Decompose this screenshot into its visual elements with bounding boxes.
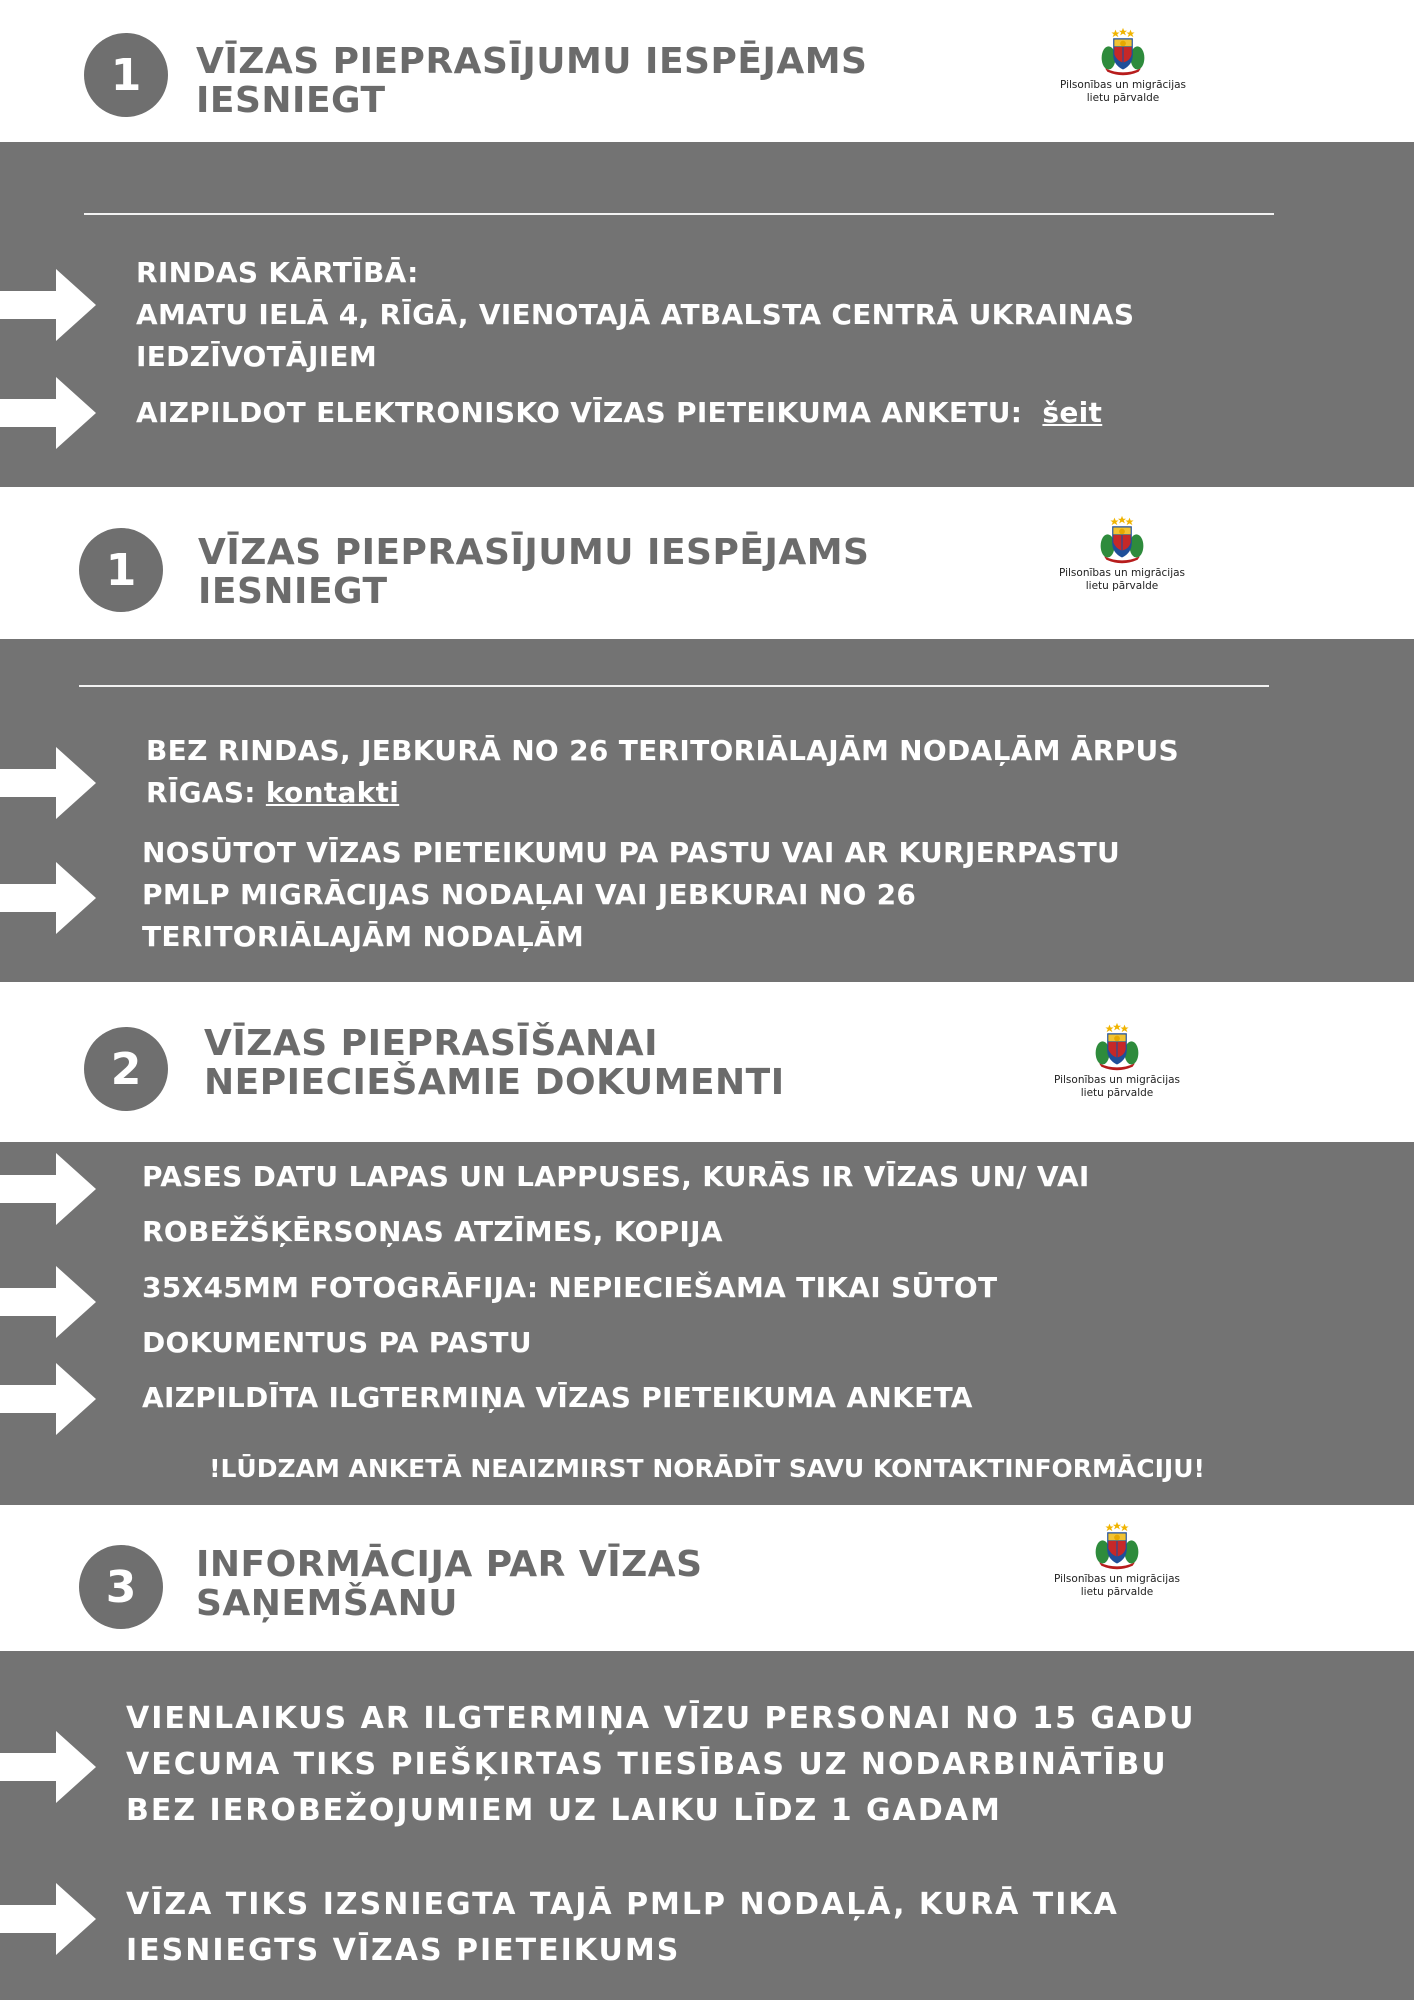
list-item [142, 1370, 973, 1425]
section-title-line2: IESNIEGT [196, 80, 386, 121]
section-title-line2: SAŅEMŠANU [196, 1583, 458, 1624]
section-1a-header [0, 0, 1414, 142]
link-seit[interactable]: šeit [1042, 396, 1103, 429]
pmlp-logo [1042, 1021, 1192, 1100]
list-item [142, 832, 1120, 958]
pmlp-logo [1042, 1520, 1192, 1599]
item-line: AIZPILDĪTA ILGTERMIŅA VĪZAS PIETEIKUMA ANKETA [142, 1381, 973, 1414]
arrow-right-icon [0, 747, 96, 819]
section-number-badge: 1 [79, 528, 163, 612]
section-title [196, 42, 867, 120]
section-number-badge: 2 [84, 1027, 168, 1111]
section-divider [84, 213, 1274, 215]
item-line: VĪZA TIKS IZSNIEGTA TAJĀ PMLP NODAĻĀ, KURĀ TIKA [126, 1887, 1119, 1922]
arrow-right-icon [0, 1266, 96, 1338]
section-title [196, 1545, 703, 1623]
arrow-right-icon [0, 377, 96, 449]
arrow-right-icon [0, 1153, 96, 1225]
arrow-right-icon [0, 269, 96, 341]
logo-caption: Pilsonības un migrācijas lietu pārvalde [1058, 567, 1186, 592]
arrow-right-icon [0, 1883, 96, 1955]
logo-caption: Pilsonības un migrācijas lietu pārvalde [1053, 1074, 1181, 1099]
item-line: VIENLAIKUS AR ILGTERMIŅA VĪZU PERSONAI NO 15 GADU [126, 1701, 1196, 1736]
item-line: PASES DATU LAPAS UN LAPPUSES, KURĀS IR VĪZAS UN/ VAI [142, 1160, 1090, 1193]
coat-of-arms-icon [1091, 1520, 1143, 1570]
list-item [142, 1260, 997, 1370]
item-line: RĪGAS: [146, 776, 256, 809]
section-title-line1: VĪZAS PIEPRASĪJUMU IESPĒJAMS [198, 532, 870, 573]
item-line: TERITORIĀLAJĀM NODAĻĀM [142, 920, 585, 953]
section-title-line2: IESNIEGT [198, 571, 388, 612]
section-3-body [0, 1651, 1414, 2000]
list-item [146, 730, 1179, 814]
item-line: IESNIEGTS VĪZAS PIETEIKUMS [126, 1933, 681, 1968]
section-title-line2: NEPIECIEŠAMIE DOKUMENTI [204, 1062, 785, 1103]
coat-of-arms-icon [1091, 1021, 1143, 1071]
logo-caption: Pilsonības un migrācijas lietu pārvalde [1059, 79, 1187, 104]
list-item [136, 392, 1102, 434]
item-line: AMATU IELĀ 4, RĪGĀ, VIENOTAJĀ ATBALSTA CENTRĀ UKRAINAS [136, 298, 1135, 331]
contact-reminder-note: !LŪDZAM ANKETĀ NEAIZMIRST NORĀDĪT SAVU KONTAKTINFORMĀCIJU! [209, 1454, 1205, 1483]
section-1b-header [0, 487, 1414, 639]
section-2-header [0, 982, 1414, 1142]
link-kontakti[interactable]: kontakti [265, 776, 400, 809]
section-number-badge: 3 [79, 1545, 163, 1629]
pmlp-logo [1048, 26, 1198, 105]
section-3-header [0, 1505, 1414, 1651]
item-line: AIZPILDOT ELEKTRONISKO VĪZAS PIETEIKUMA ANKETU: [136, 396, 1023, 429]
item-line: BEZ IEROBEŽOJUMIEM UZ LAIKU LĪDZ 1 GADAM [126, 1793, 1002, 1828]
section-title-line1: INFORMĀCIJA PAR VĪZAS [196, 1544, 703, 1585]
item-line: DOKUMENTUS PA PASTU [142, 1326, 532, 1359]
logo-caption: Pilsonības un migrācijas lietu pārvalde [1053, 1573, 1181, 1598]
section-1a-body [0, 142, 1414, 487]
section-title [204, 1024, 785, 1102]
item-line: VECUMA TIKS PIEŠĶIRTAS TIESĪBAS UZ NODARBINĀTĪBU [126, 1747, 1168, 1782]
list-item [126, 1882, 1119, 1974]
section-title-line1: VĪZAS PIEPRASĪJUMU IESPĒJAMS [196, 41, 868, 82]
section-title [198, 533, 869, 611]
coat-of-arms-icon [1096, 514, 1148, 564]
section-1b-body [0, 639, 1414, 982]
coat-of-arms-icon [1097, 26, 1149, 76]
arrow-right-icon [0, 1363, 96, 1435]
section-title-line1: VĪZAS PIEPRASĪŠANAI [204, 1023, 659, 1064]
arrow-right-icon [0, 862, 96, 934]
list-item [126, 1696, 1196, 1834]
section-2-body [0, 1142, 1414, 1505]
item-line: 35X45MM FOTOGRĀFIJA: NEPIECIEŠAMA TIKAI SŪTOT [142, 1271, 998, 1304]
item-line: IEDZĪVOTĀJIEM [136, 340, 377, 373]
item-line: ROBEŽŠĶĒRSOŅAS ATZĪMES, KOPIJA [142, 1215, 723, 1248]
list-item [142, 1149, 1090, 1259]
section-divider [79, 685, 1269, 687]
list-item [136, 252, 1134, 378]
arrow-right-icon [0, 1731, 96, 1803]
item-line: RINDAS KĀRTĪBĀ: [136, 256, 419, 289]
section-number-badge: 1 [84, 33, 168, 117]
item-line: PMLP MIGRĀCIJAS NODAĻAI VAI JEBKURAI NO 26 [142, 878, 917, 911]
item-line: NOSŪTOT VĪZAS PIETEIKUMU PA PASTU VAI AR KURJERPASTU [142, 836, 1121, 869]
pmlp-logo [1047, 514, 1197, 593]
item-line: BEZ RINDAS, JEBKURĀ NO 26 TERITORIĀLAJĀM NODAĻĀM ĀRPUS [146, 734, 1179, 767]
